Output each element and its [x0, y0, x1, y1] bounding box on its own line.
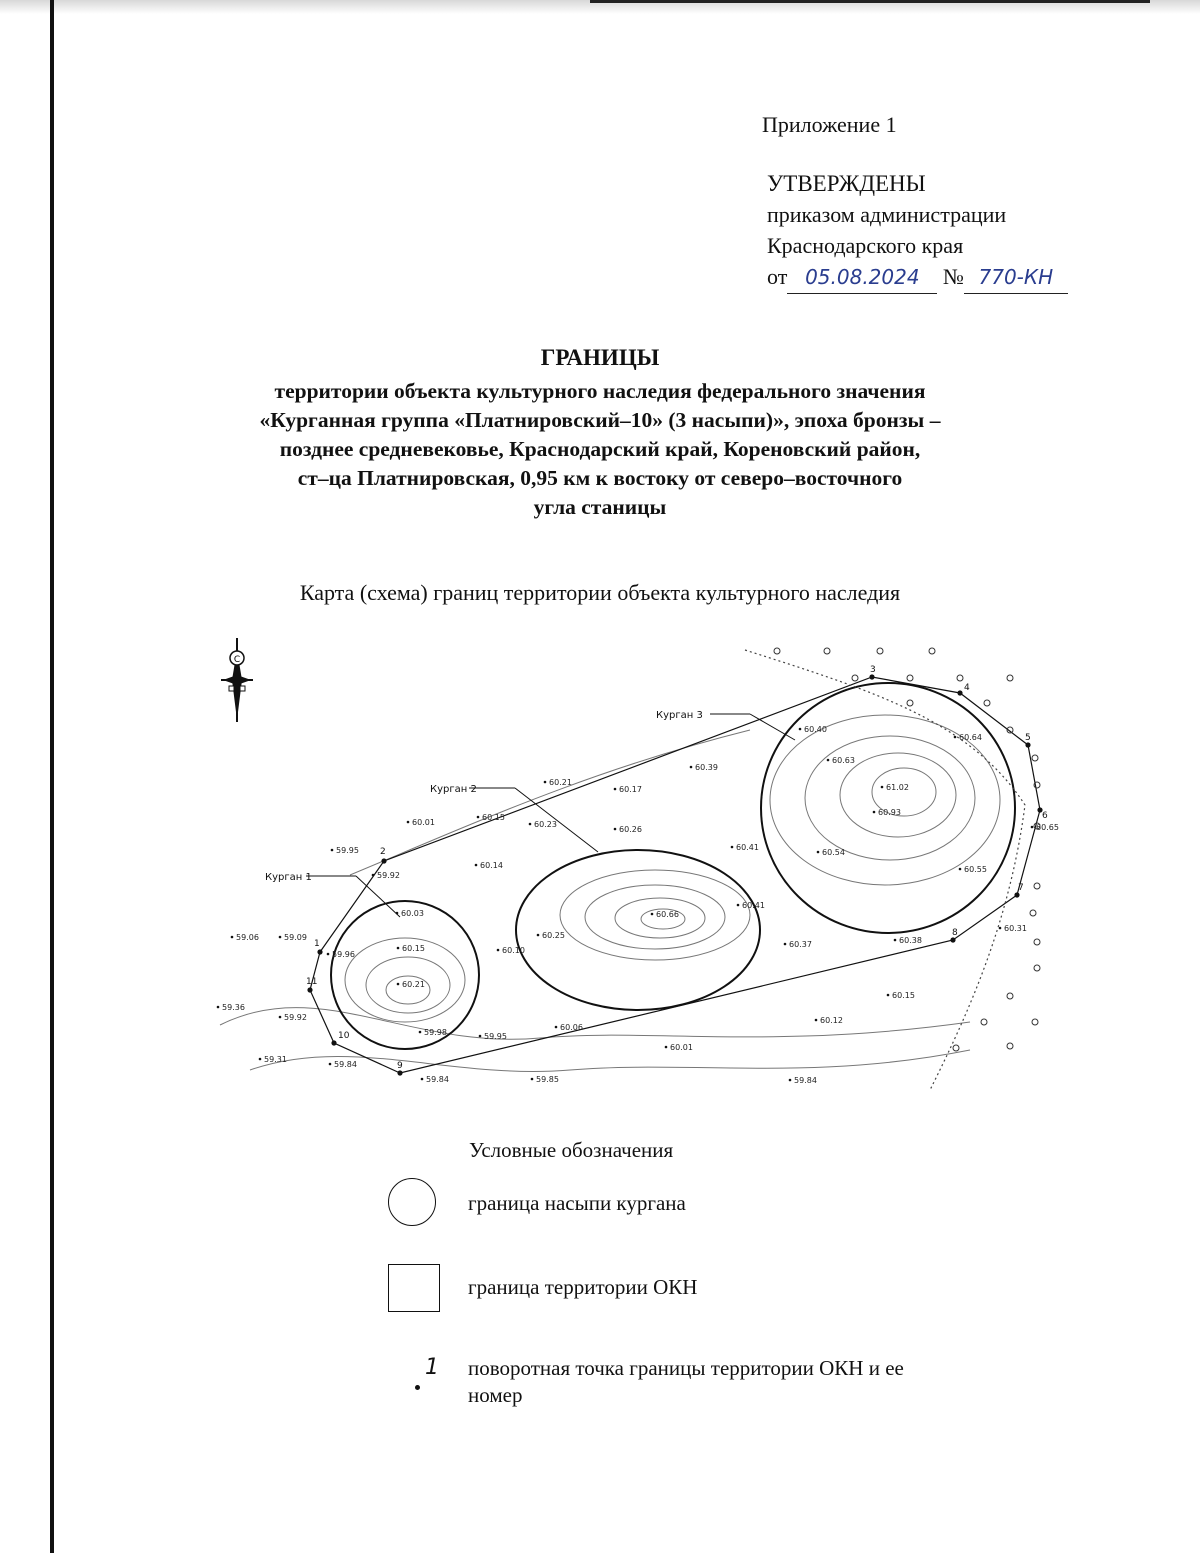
elevation-label: 59.96 [332, 950, 355, 959]
elevation-label: 59.09 [284, 933, 307, 942]
elevation-dot [531, 1078, 534, 1081]
elevation-label: 60.23 [534, 820, 557, 829]
heading-title: ГРАНИЦЫ [540, 345, 660, 370]
elevation-label: 59.36 [222, 1003, 245, 1012]
north-arrow-icon [221, 638, 253, 722]
elevation-label: 60.25 [542, 931, 565, 940]
elevation-label: 60.15 [482, 813, 505, 822]
elevation-dot [479, 1035, 482, 1038]
elevation-label: 59.31 [264, 1055, 287, 1064]
elevation-label: 60.06 [560, 1023, 583, 1032]
grid-marker [1030, 910, 1036, 916]
okn-territory-boundary [310, 677, 1040, 1073]
elevation-label: 59.84 [794, 1076, 817, 1085]
elevation-label: 60.65 [1036, 823, 1059, 832]
elevation-dot [327, 953, 330, 956]
elevation-dot [279, 936, 282, 939]
elevation-label: 60.40 [804, 725, 827, 734]
elevation-dot [217, 1006, 220, 1009]
legend-title: Условные обозначения [469, 1138, 674, 1162]
turning-point-number: 11 [306, 977, 318, 987]
elevation-dot [887, 994, 890, 997]
elevation-label: 60.01 [670, 1043, 693, 1052]
elevation-label: 59.84 [334, 1060, 357, 1069]
elevation-dot [665, 1046, 668, 1049]
elevation-dot [789, 1079, 792, 1082]
elevation-dot [529, 823, 532, 826]
mound-label: Курган 1 [265, 872, 312, 883]
elevation-dot [497, 949, 500, 952]
elevation-dot [477, 816, 480, 819]
elevation-label: 60.55 [964, 865, 987, 874]
heading-line: ст–ца Платнировская, 0,95 км к востоку от северо–восточного [297, 466, 903, 490]
elevation-dot [231, 936, 234, 939]
heading-line: территории объекта культурного наследия федерального значения [274, 379, 926, 403]
turning-point-number: 9 [397, 1061, 403, 1071]
elevation-label: 60.41 [736, 843, 759, 852]
elevation-label: 60.10 [502, 946, 525, 955]
elevation-dot [737, 904, 740, 907]
grid-marker [1034, 883, 1040, 889]
elevation-dot [407, 821, 410, 824]
elevation-dot [614, 828, 617, 831]
elevation-dot [329, 1063, 332, 1066]
elevation-label: 60.39 [695, 763, 718, 772]
approval-date-line [767, 261, 1068, 294]
grid-marker [907, 700, 913, 706]
elevation-label: 60.37 [789, 940, 812, 949]
mound-label: Курган 3 [656, 710, 703, 721]
grid-marker [953, 1045, 959, 1051]
turning-point-number: 1 [314, 939, 320, 949]
grid-marker [929, 648, 935, 654]
legend-point-number: 1 [425, 1355, 439, 1380]
elevation-dot [331, 849, 334, 852]
grid-marker [774, 648, 780, 654]
elevation-dot [731, 846, 734, 849]
elevation-dot [881, 786, 884, 789]
elevation-dot [817, 851, 820, 854]
elevation-label: 60.14 [480, 861, 503, 870]
scan-top-edge [590, 0, 1150, 3]
legend-okn-text: граница территории ОКН [468, 1275, 698, 1299]
grid-marker [877, 648, 883, 654]
elevation-dot [999, 927, 1002, 930]
elevation-dot [419, 1031, 422, 1034]
grid-marker [984, 700, 990, 706]
grid-marker [852, 675, 858, 681]
contour-lines [220, 715, 1000, 1071]
heading-line: «Курганная группа «Платнировский–10» (3 насыпи)», эпоха бронзы – [259, 408, 941, 432]
turning-point-number: 3 [870, 665, 876, 675]
elevation-dot [959, 868, 962, 871]
elevation-label: 60.21 [402, 980, 425, 989]
elevation-label: 60.15 [892, 991, 915, 1000]
elevation-dot [799, 728, 802, 731]
elevation-label: 59.85 [536, 1075, 559, 1084]
turning-point-dot [950, 937, 955, 942]
heading-line: позднее средневековье, Краснодарский край, Кореновский район, [279, 437, 921, 461]
mound-2-boundary [516, 850, 760, 1010]
elevation-label: 60.12 [820, 1016, 843, 1025]
document-heading [150, 343, 1050, 522]
turning-point-number: 4 [964, 683, 970, 693]
elevation-dot [397, 947, 400, 950]
turning-point-number: 10 [338, 1031, 350, 1041]
elevation-label: 59.95 [484, 1032, 507, 1041]
okn-boundary-legend-icon [388, 1264, 440, 1312]
appendix-label: Приложение 1 [762, 112, 897, 137]
elevation-dot [397, 983, 400, 986]
elevation-label: 60.21 [549, 778, 572, 787]
elevation-dot [372, 874, 375, 877]
elevation-label: 60.41 [742, 901, 765, 910]
elevation-dot [555, 1026, 558, 1029]
mound-callouts [265, 710, 795, 917]
elevation-dot [873, 811, 876, 814]
elevation-label: 59.92 [284, 1013, 307, 1022]
elevation-dot [421, 1078, 424, 1081]
turning-point-dot [307, 987, 312, 992]
scan-left-edge [50, 0, 54, 1553]
elevation-label: 61.02 [886, 783, 909, 792]
elevation-dot [894, 939, 897, 942]
turning-point-dot [1025, 742, 1030, 747]
elevation-dot [544, 781, 547, 784]
approval-title: УТВЕРЖДЕНЫ [767, 171, 926, 196]
elevation-dot [690, 766, 693, 769]
elevation-dot [475, 864, 478, 867]
elevation-label: 59.98 [424, 1028, 447, 1037]
elevation-dot [537, 934, 540, 937]
elevation-label: 60.64 [959, 733, 982, 742]
grid-marker [1032, 755, 1038, 761]
legend-point-text: поворотная точка границы территории ОКН и ее номер [468, 1356, 904, 1407]
handwritten-date: 05.08.2024 [787, 262, 937, 294]
approval-authority: Краснодарского края [767, 233, 964, 258]
grid-marker [1034, 939, 1040, 945]
elevation-label: 60.01 [412, 818, 435, 827]
legend-mound-text: граница насыпи кургана [468, 1191, 686, 1215]
heading-line: угла станицы [533, 495, 667, 519]
elevation-label: 59.92 [377, 871, 400, 880]
heading-body [150, 377, 1050, 522]
turning-point-dot [869, 674, 874, 679]
mound-label: Курган 2 [430, 784, 477, 795]
elevation-label: 59.84 [426, 1075, 449, 1084]
turning-point-dot [381, 858, 386, 863]
grid-marker [907, 675, 913, 681]
grid-marker [981, 1019, 987, 1025]
handwritten-number: 770-КН [964, 262, 1068, 294]
turning-points [306, 665, 1048, 1076]
elevation-label: 59.06 [236, 933, 259, 942]
elevation-dot [1031, 826, 1034, 829]
point-dot-icon [415, 1385, 420, 1390]
elevation-label: 60.38 [899, 936, 922, 945]
north-letter: С [233, 655, 241, 665]
elevation-label: 60.15 [402, 944, 425, 953]
number-sign: № [942, 264, 964, 289]
elevation-dot [614, 788, 617, 791]
turning-point-dot [957, 690, 962, 695]
elevation-label: 60.03 [401, 909, 424, 918]
approval-block [767, 168, 1068, 294]
grid-marker [1032, 1019, 1038, 1025]
elevation-label: 60.31 [1004, 924, 1027, 933]
grid-marker [1007, 1043, 1013, 1049]
turning-point-number: 7 [1018, 883, 1024, 893]
elevation-label: 59.95 [336, 846, 359, 855]
elevation-label: 60.93 [878, 808, 901, 817]
elevation-dot [259, 1058, 262, 1061]
elevation-dot [784, 943, 787, 946]
grid-marker [1007, 993, 1013, 999]
mound-boundary-legend-icon [388, 1178, 436, 1226]
map-caption: Карта (схема) границ территории объекта культурного наследия [299, 580, 901, 605]
elevation-dot [279, 1016, 282, 1019]
elevation-label: 60.26 [619, 825, 642, 834]
grid-marker [957, 675, 963, 681]
grid-marker [1034, 965, 1040, 971]
elevation-label: 60.63 [832, 756, 855, 765]
mound-1-boundary [331, 901, 479, 1049]
approval-order-line: приказом администрации [767, 202, 1007, 227]
elevation-label: 60.54 [822, 848, 845, 857]
turning-point-dot [397, 1070, 402, 1075]
turning-point-number: 5 [1025, 733, 1031, 743]
elevation-dot [827, 759, 830, 762]
boundary-map [210, 630, 1090, 1110]
turning-point-dot [331, 1040, 336, 1045]
turning-point-dot [317, 949, 322, 954]
date-prefix: от [767, 264, 788, 289]
turning-point-dot [1014, 892, 1019, 897]
elevation-dot [651, 913, 654, 916]
turning-point-number: 8 [952, 928, 958, 938]
turning-point-number: 2 [380, 847, 386, 857]
elevation-dot [954, 736, 957, 739]
elevation-label: 60.66 [656, 910, 679, 919]
grid-marker [1007, 675, 1013, 681]
turning-point-number: 6 [1042, 811, 1048, 821]
elevation-label: 60.17 [619, 785, 642, 794]
grid-marker [824, 648, 830, 654]
elevation-dot [815, 1019, 818, 1022]
